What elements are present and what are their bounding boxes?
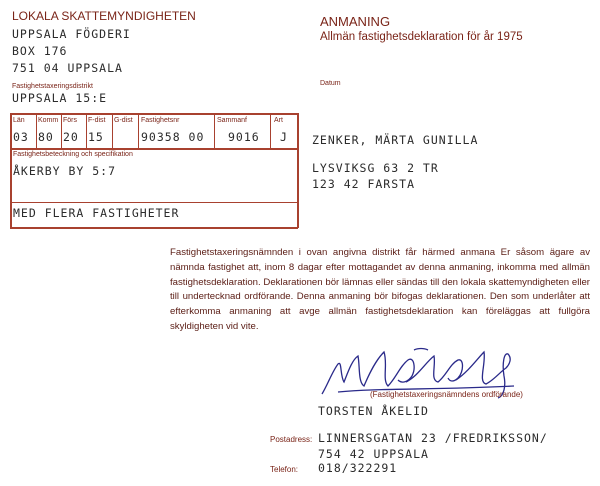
- box-address: BOX 176: [12, 44, 68, 58]
- code-header-komm: Komm: [38, 117, 59, 124]
- signature-caption: (Fastighetstaxeringsnämndens ordförande): [370, 390, 523, 399]
- code-value-art: J: [280, 130, 288, 144]
- recipient-street: LYSVIKSG 63 2 TR: [312, 161, 439, 175]
- district-value: UPPSALA 15:E: [12, 91, 108, 105]
- code-header-fors: Förs: [63, 117, 77, 124]
- code-value-sammanf: 9016: [228, 130, 260, 144]
- sender-postal: 751 04 UPPSALA: [12, 61, 123, 75]
- document-title: ANMANING: [320, 14, 391, 29]
- code-header-fastighetsnr: Fastighetsnr: [141, 117, 180, 124]
- address-label: Postadress:: [270, 435, 313, 444]
- recipient-name: ZENKER, MÄRTA GUNILLA: [312, 133, 479, 147]
- reminder-body-text: Fastighetstaxeringsnämnden i ovan angivna distrikt får härmed anmana Er såsom ägare av nämnda fastighet att, inom 8 dagar efter mottagandet av denna anmaning, inkomma med allmän fastighetsdeklaration. Deklarationen bör lämnas eller sändas till den lokala skattemyndigheten eller till undertecknad ordförande. Denna anmaning bör bifogas deklarationen. Den som underlåter att efterkomma anmaning att avge allmän fastighetsdeklaration kan föreläggas att fullgöra skyldigheten vid vite.: [170, 247, 590, 332]
- signatory-name: TORSTEN ÅKELID: [318, 404, 429, 418]
- code-header-gdist: G-dist: [114, 117, 133, 124]
- office-name: UPPSALA FÖGDERI: [12, 27, 131, 41]
- code-header-fdist: F-dist: [88, 117, 106, 124]
- property-designation: ÅKERBY BY 5:7: [13, 164, 117, 178]
- property-note: MED FLERA FASTIGHETER: [13, 206, 180, 220]
- phone-number: 018/322291: [318, 461, 398, 475]
- date-label: Datum: [320, 80, 341, 87]
- district-label: Fastighetstaxeringsdistrikt: [12, 83, 93, 90]
- property-label: Fastighetsbeteckning och specifikation: [13, 151, 133, 158]
- code-value-fastighetsnr: 90358 00: [141, 130, 205, 144]
- address-line-1: LINNERSGATAN 23 /FREDRIKSSON/: [318, 431, 548, 445]
- code-header-sammanf: Sammanf: [217, 117, 247, 124]
- code-value-komm: 80: [38, 130, 54, 144]
- document-subtitle: Allmän fastighetsdeklaration för år 1975: [320, 31, 523, 43]
- code-value-fdist: 15: [88, 130, 104, 144]
- code-value-fors: 20: [63, 130, 79, 144]
- address-line-2: 754 42 UPPSALA: [318, 447, 429, 461]
- code-value-lan: 03: [13, 130, 29, 144]
- recipient-postal: 123 42 FARSTA: [312, 177, 416, 191]
- authority-name: LOKALA SKATTEMYNDIGHETEN: [12, 9, 196, 23]
- phone-label: Telefon:: [270, 465, 299, 474]
- code-header-lan: Län: [13, 117, 25, 124]
- code-header-art: Art: [274, 117, 283, 124]
